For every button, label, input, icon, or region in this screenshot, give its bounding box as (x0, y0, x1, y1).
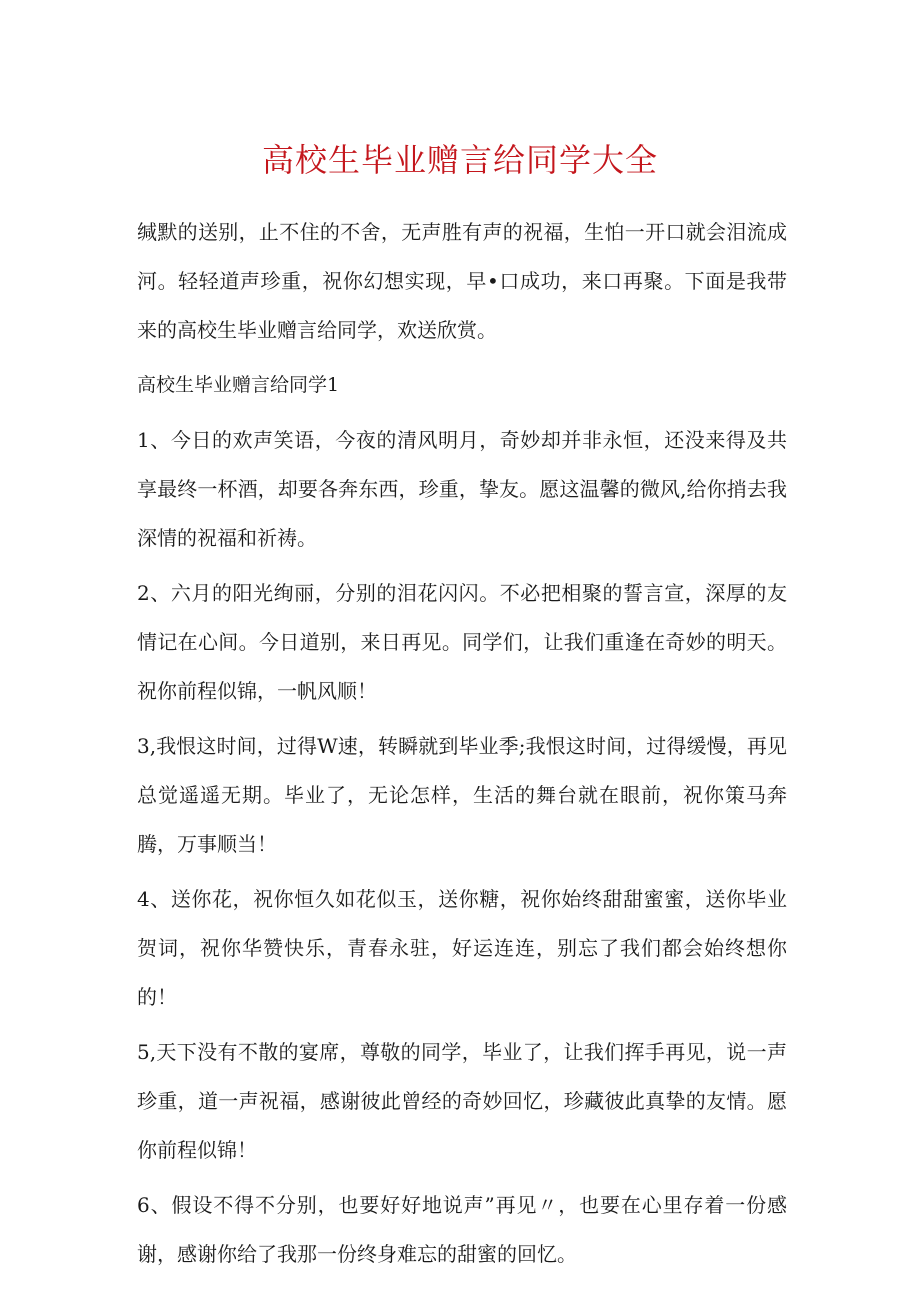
document-body (137, 208, 787, 1285)
list-item: 4、送你花，祝你恒久如花似玉，送你糖，祝你始终甜甜蜜蜜，送你毕业贺词，祝你华赞快乐，青春永驻，好运连连，别忘了我们都会始终想你的！ (137, 887, 787, 1009)
list-item: 3,我恨这时间，过得W速，转瞬就到毕业季;我恨这时间，过得缓慢，再见总觉遥遥无期。毕业了，无论怎样，生活的舞台就在眼前，祝你策马奔腾，万事顺当！ (137, 734, 787, 856)
intro-paragraph: 缄默的送别，止不住的不舍，无声胜有声的祝福，生怕一开口就会泪流成河。轻轻道声珍重，祝你幻想实现，早•口成功，来口再聚。下面是我带来的高校生毕业赠言给同学，欢送欣赏。 (137, 220, 787, 342)
list-item: 2、六月的阳光绚丽，分别的泪花闪闪。不必把相聚的誓言宣，深厚的友情记在心间。今日道别，来日再见。同学们，让我们重逢在奇妙的明天。祝你前程似锦，一帆风顺！ (137, 581, 787, 703)
section-heading: 高校生毕业赠言给同学1 (137, 374, 340, 396)
list-item: 6、假设不得不分别，也要好好地说声”再见〃，也要在心里存着一份感谢，感谢你给了我那一份终身难忘的甜蜜的回忆。 (137, 1193, 787, 1266)
list-item: 5,天下没有不散的宴席，尊敬的同学，毕业了，让我们挥手再见，说一声珍重，道一声祝福，感谢彼此曾经的奇妙回忆，珍藏彼此真挚的友情。愿你前程似锦！ (137, 1040, 787, 1162)
page-title: 高校生毕业赠言给同学大全 (261, 141, 658, 179)
list-item: 1、今日的欢声笑语，今夜的清风明月，奇妙却并非永恒，还没来得及共享最终一杯酒，却要各奔东西，珍重，挚友。愿这温馨的微风,给你捎去我深情的祝福和祈祷。 (137, 428, 787, 550)
